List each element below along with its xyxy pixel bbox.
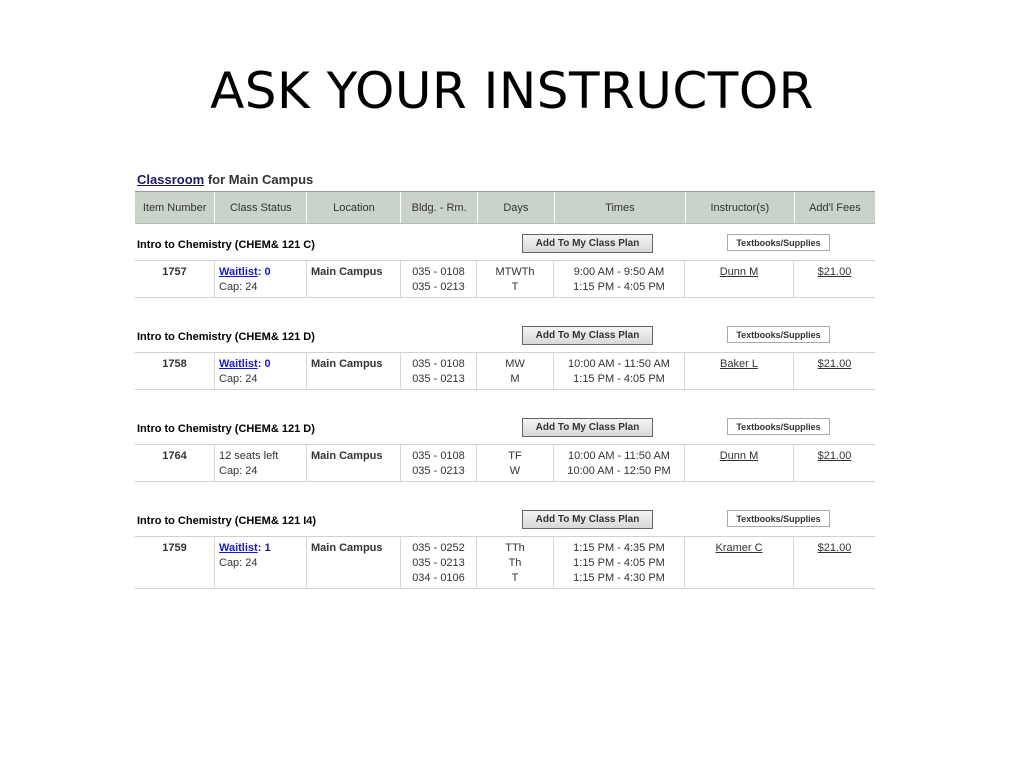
room: 035 - 0213 xyxy=(412,373,465,385)
instructor-link[interactable]: Baker L xyxy=(685,353,794,389)
day: MW xyxy=(505,358,525,370)
class-status xyxy=(215,445,307,481)
room: 034 - 0106 xyxy=(412,572,465,584)
waitlist-count: : 0 xyxy=(257,266,271,278)
room: 035 - 0213 xyxy=(412,465,465,477)
col-instructors: Instructor(s) xyxy=(686,192,795,223)
times xyxy=(554,261,685,297)
day: T xyxy=(511,572,519,584)
fee-link[interactable]: $21.00 xyxy=(817,542,852,554)
day: TF xyxy=(508,450,522,462)
textbooks-supplies-button[interactable]: Textbooks/Supplies xyxy=(727,234,830,251)
class-section xyxy=(135,408,875,500)
add-to-class-plan-button[interactable]: Add To My Class Plan xyxy=(522,234,653,253)
location: Main Campus xyxy=(307,353,401,389)
room: 035 - 0213 xyxy=(412,281,465,293)
waitlist-link[interactable]: Waitlist xyxy=(219,266,258,278)
instructor-link[interactable]: Dunn M xyxy=(685,261,794,297)
section-title: Intro to Chemistry (CHEM& 121 I4) xyxy=(137,515,317,527)
days xyxy=(477,537,554,588)
class-status xyxy=(215,353,307,389)
time: 1:15 PM - 4:05 PM xyxy=(573,373,665,385)
time: 1:15 PM - 4:30 PM xyxy=(573,572,665,584)
instructor-link[interactable]: Kramer C xyxy=(685,537,794,588)
class-section xyxy=(135,224,875,316)
capacity: Cap: 24 xyxy=(219,373,258,385)
classroom-link[interactable]: Classroom xyxy=(137,172,205,187)
col-bldg-rm: Bldg. - Rm. xyxy=(401,192,477,223)
bldg-rooms xyxy=(401,353,477,389)
col-class-status: Class Status xyxy=(215,192,307,223)
item-number: 1758 xyxy=(135,353,215,389)
fee-link[interactable]: $21.00 xyxy=(817,266,852,278)
waitlist-count: : 1 xyxy=(257,542,271,554)
day: W xyxy=(509,465,521,477)
section-heading xyxy=(135,172,875,192)
section-title: Intro to Chemistry (CHEM& 121 C) xyxy=(137,239,315,251)
time: 1:15 PM - 4:35 PM xyxy=(573,542,665,554)
col-item-number: Item Number xyxy=(135,192,215,223)
capacity: Cap: 24 xyxy=(219,557,258,569)
table-row xyxy=(135,352,875,390)
table-row xyxy=(135,444,875,482)
time: 10:00 AM - 12:50 PM xyxy=(567,465,671,477)
instructor-link[interactable]: Dunn M xyxy=(685,445,794,481)
days xyxy=(477,445,554,481)
table-header xyxy=(135,192,875,224)
heading-campus-text: for Main Campus xyxy=(207,172,314,187)
room: 035 - 0213 xyxy=(412,557,465,569)
day: TTh xyxy=(505,542,525,554)
section-title: Intro to Chemistry (CHEM& 121 D) xyxy=(137,423,315,435)
room: 035 - 0108 xyxy=(412,450,465,462)
item-number: 1759 xyxy=(135,537,215,588)
textbooks-supplies-button[interactable]: Textbooks/Supplies xyxy=(727,418,830,435)
location: Main Campus xyxy=(307,445,401,481)
seats-left: 12 seats left xyxy=(219,450,279,462)
time: 10:00 AM - 11:50 AM xyxy=(568,450,670,462)
waitlist-link[interactable]: Waitlist xyxy=(219,358,258,370)
location: Main Campus xyxy=(307,537,401,588)
time: 10:00 AM - 11:50 AM xyxy=(568,358,670,370)
class-status xyxy=(215,537,307,588)
days xyxy=(477,353,554,389)
textbooks-supplies-button[interactable]: Textbooks/Supplies xyxy=(727,510,830,527)
add-to-class-plan-button[interactable]: Add To My Class Plan xyxy=(522,326,653,345)
add-to-class-plan-button[interactable]: Add To My Class Plan xyxy=(522,510,653,529)
class-section xyxy=(135,316,875,408)
col-times: Times xyxy=(555,192,686,223)
capacity: Cap: 24 xyxy=(219,281,258,293)
time: 1:15 PM - 4:05 PM xyxy=(573,557,665,569)
times xyxy=(554,353,685,389)
bldg-rooms xyxy=(401,537,477,588)
class-status xyxy=(215,261,307,297)
textbooks-supplies-button[interactable]: Textbooks/Supplies xyxy=(727,326,830,343)
room: 035 - 0108 xyxy=(412,358,465,370)
waitlist-count: : 0 xyxy=(257,358,271,370)
days xyxy=(477,261,554,297)
room: 035 - 0108 xyxy=(412,266,465,278)
day: T xyxy=(511,281,519,293)
times xyxy=(554,445,685,481)
bldg-rooms xyxy=(401,261,477,297)
table-row xyxy=(135,536,875,589)
times xyxy=(554,537,685,588)
fee-link[interactable]: $21.00 xyxy=(817,358,852,370)
slide-title: ASK YOUR INSTRUCTOR xyxy=(210,62,814,120)
table-row xyxy=(135,260,875,298)
day: M xyxy=(510,373,520,385)
col-addl-fees: Add'l Fees xyxy=(809,201,861,214)
bldg-rooms xyxy=(401,445,477,481)
col-days: Days xyxy=(478,192,555,223)
col-location: Location xyxy=(307,192,401,223)
add-to-class-plan-button[interactable]: Add To My Class Plan xyxy=(522,418,653,437)
capacity: Cap: 24 xyxy=(219,465,258,477)
day: Th xyxy=(508,557,522,569)
section-title: Intro to Chemistry (CHEM& 121 D) xyxy=(137,331,315,343)
item-number: 1757 xyxy=(135,261,215,297)
item-number: 1764 xyxy=(135,445,215,481)
time: 9:00 AM - 9:50 AM xyxy=(573,266,665,278)
room: 035 - 0252 xyxy=(412,542,465,554)
waitlist-link[interactable]: Waitlist xyxy=(219,542,258,554)
class-section xyxy=(135,500,875,584)
location: Main Campus xyxy=(307,261,401,297)
day: MTWTh xyxy=(495,266,535,278)
time: 1:15 PM - 4:05 PM xyxy=(573,281,665,293)
class-schedule-panel xyxy=(135,172,875,584)
fee-link[interactable]: $21.00 xyxy=(817,450,852,462)
